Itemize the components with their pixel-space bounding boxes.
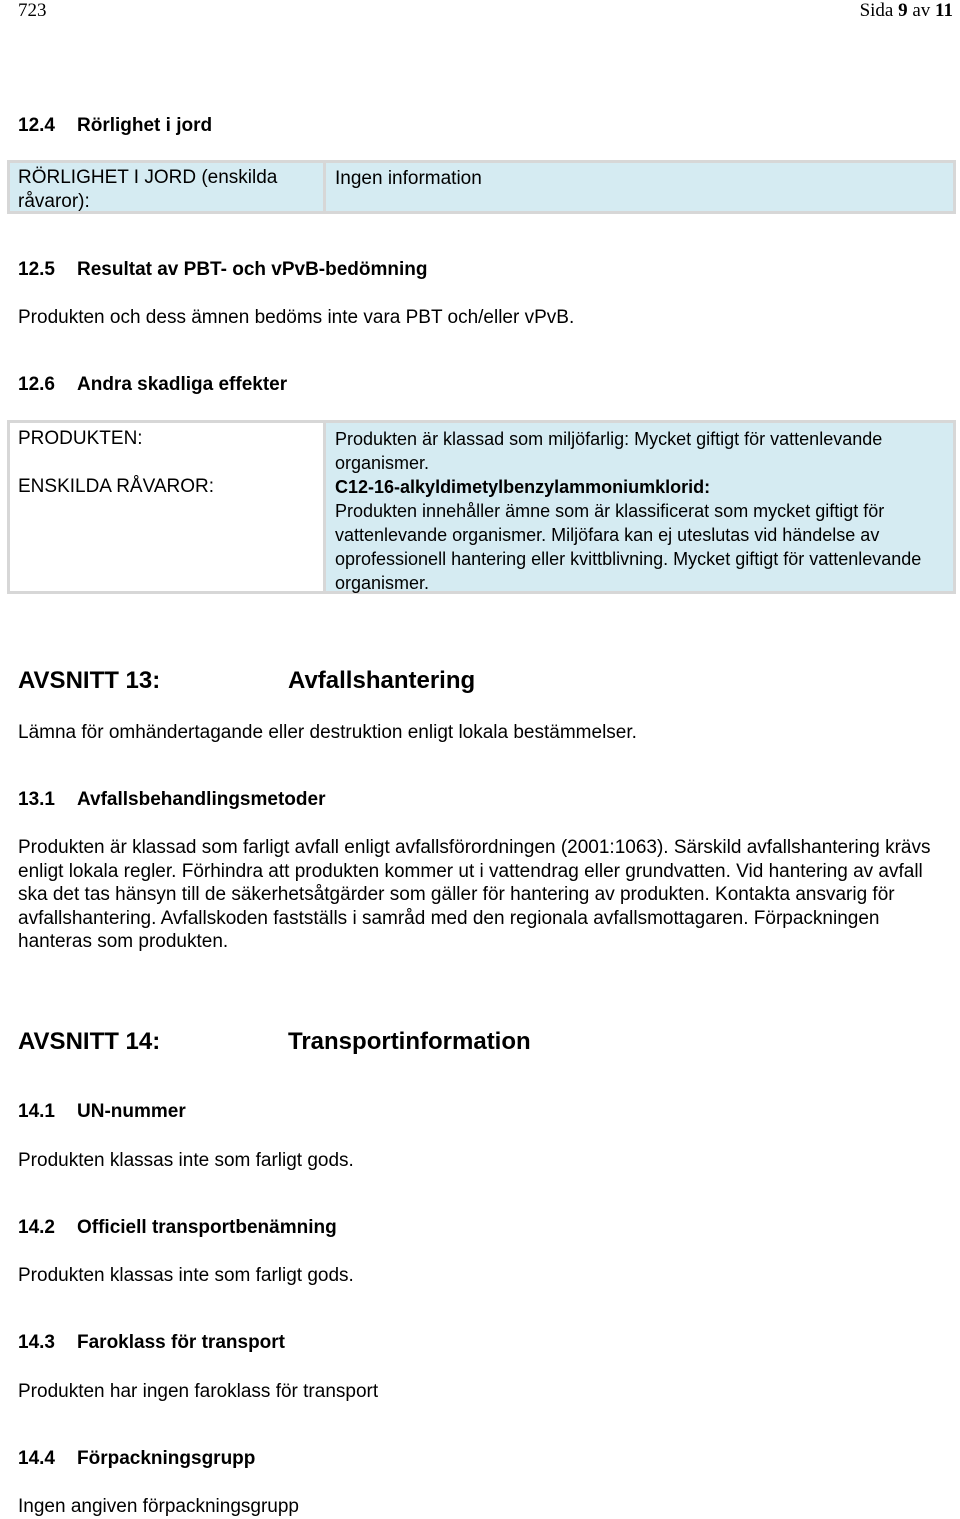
subsection-heading-13-1 bbox=[18, 789, 325, 811]
section-heading-14 bbox=[18, 1028, 531, 1056]
effects-product-text: Produkten är klassad som miljöfarlig: Mycket giftigt för vattenlevande organismer. bbox=[335, 429, 883, 473]
effects-label-raw: ENSKILDA RÅVAROR: bbox=[18, 476, 215, 497]
mobility-value: Ingen information bbox=[335, 168, 482, 189]
subsection-title: Förpackningsgrupp bbox=[77, 1448, 256, 1469]
effects-table bbox=[7, 420, 956, 594]
hazard-class-text: Produkten har ingen faroklass för transport bbox=[18, 1381, 379, 1402]
document-number: 723 bbox=[18, 0, 47, 21]
section-title: Transportinformation bbox=[288, 1028, 531, 1055]
shipping-name-text: Produkten klassas inte som farligt gods. bbox=[18, 1265, 354, 1286]
subsection-title: Faroklass för transport bbox=[77, 1332, 285, 1353]
subsection-number: 14.4 bbox=[18, 1448, 55, 1469]
effects-label-product: PRODUKTEN: bbox=[18, 428, 143, 449]
waste-methods-text: Produkten är klassad som farligt avfall enligt avfallsförordningen (2001:1063). Särskild avfallshantering krävs enligt lokala regler. Förhindra att produkten kommer ut i vattendrag eller grundvatten. Vid hantering av avfall ska det tas hänsyn till de säkerhetsåtgärder som gäller för hantering av produkten. Kontakta ansvarig för avfallshantering. Avfallskoden fastställs i samråd med den regionala avfallsmottagaren. Förpackningen hanteras som produkten. bbox=[18, 837, 931, 952]
waste-intro: Lämna för omhändertagande eller destruktion enligt lokala bestämmelser. bbox=[18, 722, 637, 743]
un-number-text: Produkten klassas inte som farligt gods. bbox=[18, 1150, 354, 1171]
subsection-heading-12-6 bbox=[18, 374, 287, 396]
subsection-number: 14.3 bbox=[18, 1332, 55, 1353]
page-total: 11 bbox=[935, 0, 953, 21]
subsection-heading-14-3 bbox=[18, 1332, 285, 1354]
table-divider bbox=[323, 163, 326, 211]
subsection-heading-14-4 bbox=[18, 1448, 255, 1470]
subsection-title: Officiell transportbenämning bbox=[77, 1217, 337, 1238]
section-title: Avfallshantering bbox=[288, 667, 476, 694]
section-heading-13 bbox=[18, 667, 475, 695]
subsection-heading-12-5 bbox=[18, 259, 428, 281]
page-indicator bbox=[860, 0, 953, 22]
subsection-title: Andra skadliga effekter bbox=[77, 374, 288, 395]
subsection-title: UN-nummer bbox=[77, 1101, 186, 1122]
subsection-heading-14-1 bbox=[18, 1101, 186, 1123]
subsection-title: Rörlighet i jord bbox=[77, 115, 213, 136]
subsection-number: 14.2 bbox=[18, 1217, 55, 1238]
page-prefix: Sida bbox=[859, 0, 894, 21]
subsection-heading-14-2 bbox=[18, 1217, 337, 1239]
subsection-number: 12.5 bbox=[18, 259, 55, 280]
section-label: AVSNITT 14: bbox=[18, 1028, 161, 1055]
effects-substance-name: C12-16-alkyldimetylbenzylammoniumklorid: bbox=[335, 477, 711, 497]
table-divider bbox=[323, 423, 326, 591]
page-separator: av bbox=[912, 0, 931, 21]
subsection-heading-12-4 bbox=[18, 115, 212, 137]
subsection-number: 14.1 bbox=[18, 1101, 55, 1122]
page-current: 9 bbox=[898, 0, 908, 21]
subsection-number: 13.1 bbox=[18, 789, 55, 810]
subsection-title: Avfallsbehandlingsmetoder bbox=[77, 789, 326, 810]
packing-group-text: Ingen angiven förpackningsgrupp bbox=[18, 1496, 299, 1517]
effects-substance-text: Produkten innehåller ämne som är klassificerat som mycket giftigt för vattenlevande organismer. Miljöfara kan ej uteslutas vid händelse av oprofessionell hantering eller kvittblivning. Mycket giftigt för vattenlevande organismer. bbox=[335, 501, 922, 593]
subsection-title: Resultat av PBT- och vPvB-bedömning bbox=[77, 259, 428, 280]
mobility-label: RÖRLIGHET I JORD (enskilda råvaror): bbox=[18, 167, 278, 212]
section-label: AVSNITT 13: bbox=[18, 667, 161, 694]
pbt-text: Produkten och dess ämnen bedöms inte vara PBT och/eller vPvB. bbox=[18, 307, 575, 328]
subsection-number: 12.4 bbox=[18, 115, 55, 136]
subsection-number: 12.6 bbox=[18, 374, 55, 395]
mobility-table bbox=[7, 160, 956, 214]
